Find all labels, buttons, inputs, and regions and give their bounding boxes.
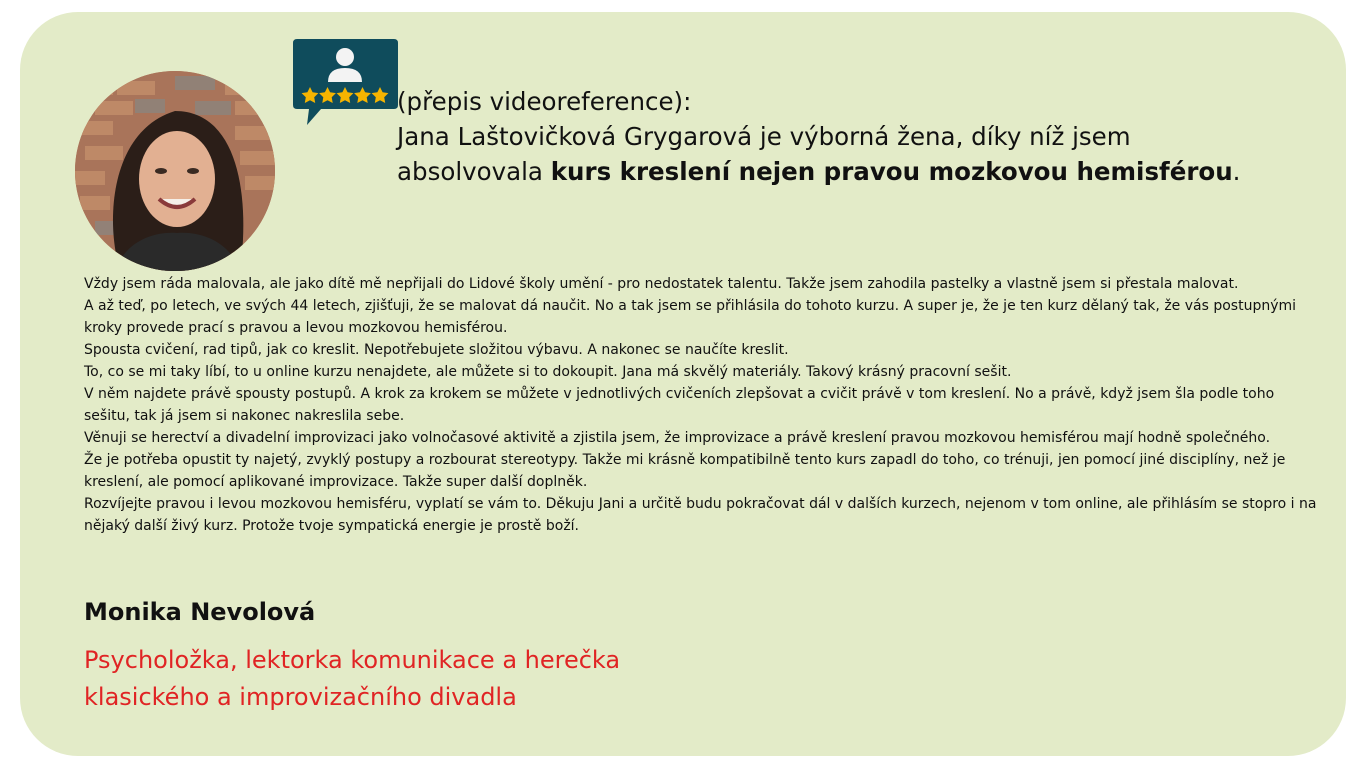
testimonial-paragraph: Věnuji se herectví a divadelní improvizaci jako volnočasové aktivitě a zjistila jsem, že improvizace a právě kreslení pravou mozkovou hemisférou mají hodně společného. (84, 430, 1271, 446)
intro-line-3-start: absolvovala (397, 157, 551, 186)
testimonial-intro (397, 84, 1337, 189)
intro-prefix: (přepis videoreference): (397, 87, 692, 116)
intro-line-3 (397, 154, 1337, 189)
author-role-line-2: klasického a improvizačního divadla (84, 683, 517, 711)
author-role (84, 642, 844, 716)
testimonial-paragraph: Vždy jsem ráda malovala, ale jako dítě mě nepřijali do Lidové školy umění - pro nedostatek talentu. Takže jsem zahodila pastelky a vlastně jsem si přestala malovat. (84, 276, 1239, 292)
testimonial-paragraph: To, co se mi taky líbí, to u online kurzu nenajdete, ale můžete si to dokoupit. Jana má skvělý materiály. Takový krásný pracovní sešit. (84, 364, 1012, 380)
testimonial-paragraph: A až teď, po letech, ve svých 44 letech, zjišťuji, že se malovat dá naučit. No a tak jsem se přihlásila do tohoto kurzu. A super je, že je ten kurz dělaný tak, že vás postupnými kroky provede prací s pravou a levou mozkovou hemisférou. (84, 298, 1297, 336)
author-name: Monika Nevolová (84, 598, 316, 626)
intro-line-3-end: . (1232, 157, 1241, 186)
testimonial-paragraph: Rozvíjejte pravou i levou mozkovou hemisféru, vyplatí se vám to. Děkuju Jani a určitě budu pokračovat dál v dalších kurzech, nejenom v tom online, ale přihlásím se stopro i na nějaký další živý kurz. Protože tvoje sympatická energie je prostě boží. (84, 496, 1317, 534)
course-name: kurs kreslení nejen pravou mozkovou hemisférou (550, 157, 1233, 186)
testimonial-paragraph: V něm najdete právě spousty postupů. A krok za krokem se můžete v jednotlivých cvičeních zlepšovat a cvičit právě v tom kreslení. No a právě, když jsem šla podle toho sešitu, tak já jsem si nakonec nakreslila sebe. (84, 386, 1275, 424)
portrait-photo (75, 71, 275, 271)
author-role-line-1: Psycholožka, lektorka komunikace a herečka (84, 646, 621, 674)
testimonial-paragraph: Že je potřeba opustit ty najetý, zvyklý postupy a rozbourat stereotypy. Takže mi krásně kompatibilně tento kurs zapadl do toho, co trénuji, jen pomocí jiné disciplíny, než je kreslení, ale pomocí aplikované improvizace. Takže super další doplněk. (84, 452, 1286, 490)
five-star-review-icon (293, 39, 398, 127)
avatar (75, 71, 275, 271)
intro-line-2: Jana Laštovičková Grygarová je výborná žena, díky níž jsem (397, 122, 1131, 151)
testimonial-paragraph: Spousta cvičení, rad tipů, jak co kreslit. Nepotřebujete složitou výbavu. A nakonec se naučíte kreslit. (84, 342, 789, 358)
testimonial-body (84, 273, 1324, 537)
